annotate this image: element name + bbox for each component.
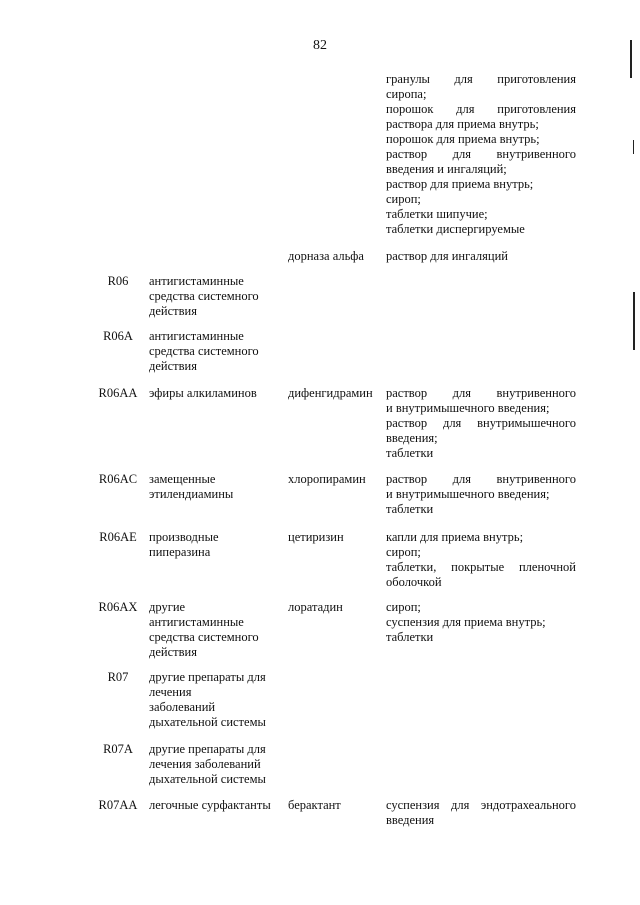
anatomical-therapeutic-group bbox=[149, 670, 279, 730]
dosage-form-line: введения bbox=[386, 813, 435, 827]
group-line: дыхательной системы bbox=[149, 715, 266, 729]
dosage-forms bbox=[386, 386, 576, 461]
dosage-form-line: раствора для приема внутрь; bbox=[386, 117, 539, 131]
atc-code: R06AE bbox=[99, 530, 137, 544]
dosage-form-line: капли для приема внутрь; bbox=[386, 530, 524, 544]
dosage-form-line: раствор для внутривенного bbox=[386, 147, 576, 161]
dosage-form-line: и внутримышечного введения; bbox=[386, 401, 550, 415]
dosage-forms bbox=[386, 600, 576, 645]
dosage-form-line: таблетки, покрытые пленочной bbox=[386, 560, 576, 574]
dosage-form-line: сироп; bbox=[386, 600, 421, 614]
group-line: антигистаминные bbox=[149, 274, 244, 288]
dosage-form-line: сиропа; bbox=[386, 87, 427, 101]
anatomical-therapeutic-group bbox=[149, 742, 279, 787]
dosage-form-line: раствор для приема внутрь; bbox=[386, 177, 534, 191]
atc-code: R06A bbox=[103, 329, 133, 343]
anatomical-therapeutic-group bbox=[149, 600, 279, 660]
anatomical-therapeutic-group bbox=[149, 329, 279, 374]
dosage-form-line: таблетки диспергируемые bbox=[386, 222, 525, 236]
dosage-form-line: раствор для внутримышечного bbox=[386, 416, 576, 430]
group-line: другие препараты для bbox=[149, 670, 266, 684]
page-number: 82 bbox=[313, 38, 327, 53]
scan-edge-mark bbox=[630, 40, 632, 78]
group-line: эфиры алкиламинов bbox=[149, 386, 257, 400]
anatomical-therapeutic-group bbox=[149, 530, 279, 560]
atc-code: R06AC bbox=[98, 472, 138, 486]
group-line: действия bbox=[149, 359, 197, 373]
anatomical-therapeutic-group bbox=[149, 274, 279, 319]
dosage-form-line: таблетки шипучие; bbox=[386, 207, 488, 221]
dosage-form-line: введения и ингаляций; bbox=[386, 162, 507, 176]
anatomical-therapeutic-group bbox=[149, 472, 279, 502]
anatomical-therapeutic-group bbox=[149, 798, 279, 813]
group-line: другие препараты для bbox=[149, 742, 266, 756]
atc-code: R06AA bbox=[98, 386, 138, 400]
group-line: лечения bbox=[149, 685, 192, 699]
dosage-forms bbox=[386, 472, 576, 517]
atc-code: R07 bbox=[107, 670, 129, 684]
group-line: этилендиамины bbox=[149, 487, 234, 501]
dosage-form-line: раствор для внутривенного bbox=[386, 472, 576, 486]
dosage-form-line: и внутримышечного введения; bbox=[386, 487, 550, 501]
drug-name: хлоропирамин bbox=[288, 472, 366, 486]
group-line: средства системного bbox=[149, 289, 259, 303]
group-line: замещенные bbox=[149, 472, 216, 486]
group-line: другие bbox=[149, 600, 186, 614]
drug-name: дорназа альфа bbox=[288, 249, 364, 263]
anatomical-therapeutic-group bbox=[149, 386, 279, 401]
dosage-form-line: таблетки bbox=[386, 446, 434, 460]
dosage-forms bbox=[386, 72, 576, 237]
group-line: дыхательной системы bbox=[149, 772, 266, 786]
dosage-form-line: гранулы для приготовления bbox=[386, 72, 576, 86]
dosage-form-line: сироп; bbox=[386, 192, 421, 206]
drug-name: лоратадин bbox=[288, 600, 343, 614]
group-line: средства системного bbox=[149, 630, 259, 644]
atc-code: R07A bbox=[103, 742, 133, 756]
group-line: производные bbox=[149, 530, 219, 544]
dosage-form-line: сироп; bbox=[386, 545, 421, 559]
dosage-forms bbox=[386, 798, 576, 828]
dosage-form-line: таблетки bbox=[386, 630, 434, 644]
atc-code: R06 bbox=[107, 274, 129, 288]
group-line: заболеваний bbox=[149, 700, 216, 714]
drug-name: дифенгидрамин bbox=[288, 386, 373, 400]
group-line: действия bbox=[149, 304, 197, 318]
dosage-form-line: порошок для приема внутрь; bbox=[386, 132, 540, 146]
drug-name: берактант bbox=[288, 798, 341, 812]
scan-edge-mark bbox=[633, 140, 634, 154]
dosage-form-line: суспензия для приема внутрь; bbox=[386, 615, 546, 629]
group-line: антигистаминные bbox=[149, 329, 244, 343]
dosage-form-line: таблетки bbox=[386, 502, 434, 516]
drug-name: цетиризин bbox=[288, 530, 344, 544]
dosage-form-line: суспензия для эндотрахеального bbox=[386, 798, 576, 812]
atc-code: R07AA bbox=[98, 798, 138, 812]
dosage-form-line: введения; bbox=[386, 431, 438, 445]
group-line: действия bbox=[149, 645, 197, 659]
dosage-forms bbox=[386, 249, 576, 264]
dosage-forms bbox=[386, 530, 576, 590]
dosage-form-line: оболочкой bbox=[386, 575, 442, 589]
dosage-form-line: раствор для внутривенного bbox=[386, 386, 576, 400]
group-line: легочные сурфактанты bbox=[149, 798, 271, 812]
group-line: средства системного bbox=[149, 344, 259, 358]
dosage-form-line: порошок для приготовления bbox=[386, 102, 576, 116]
scan-edge-mark bbox=[633, 292, 635, 350]
atc-code: R06AX bbox=[98, 600, 138, 614]
dosage-form-line: раствор для ингаляций bbox=[386, 249, 508, 263]
group-line: антигистаминные bbox=[149, 615, 244, 629]
group-line: пиперазина bbox=[149, 545, 211, 559]
group-line: лечения заболеваний bbox=[149, 757, 261, 771]
